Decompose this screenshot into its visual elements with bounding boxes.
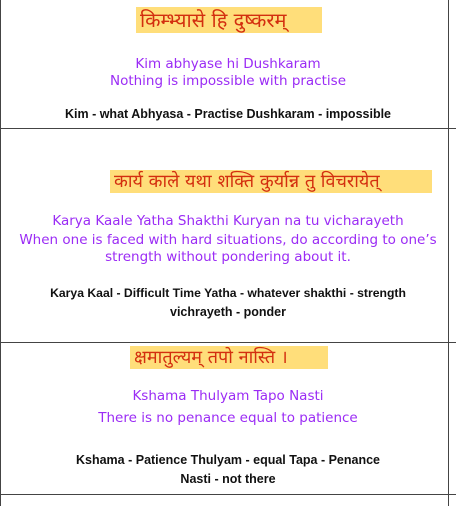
translation-line: When one is faced with hard situations, do according to one’s bbox=[19, 232, 437, 248]
word-gloss-line: Karya Kaal - Difficult Time Yatha - whatever shakthi - strength bbox=[50, 286, 406, 300]
translation: Nothing is impossible with practise bbox=[109, 73, 347, 89]
transliteration: Kshama Thulyam Tapo Nasti bbox=[132, 388, 324, 404]
transliteration: Karya Kaale Yatha Shakthi Kuryan na tu vicharayeth bbox=[52, 213, 404, 229]
row-divider bbox=[0, 342, 456, 343]
word-gloss: Kim - what Abhyasa - Practise Dushkaram - impossible bbox=[64, 107, 392, 121]
sanskrit-verse: क्षमातुल्यम् तपो नास्ति । bbox=[130, 346, 328, 369]
translation: There is no penance equal to patience bbox=[98, 410, 358, 426]
row-divider bbox=[0, 494, 456, 495]
translation-line: strength without pondering about it. bbox=[105, 249, 351, 265]
word-gloss-line: vichrayeth - ponder bbox=[170, 305, 286, 319]
word-gloss-line: Kshama - Patience Thulyam - equal Tapa - Penance bbox=[75, 453, 381, 467]
word-gloss-line: Nasti - not there bbox=[180, 472, 276, 486]
sanskrit-verse: किम्भ्यासे हि दुष्करम् bbox=[136, 7, 322, 33]
transliteration: Kim abhyase hi Dushkaram bbox=[135, 56, 321, 72]
sanskrit-verse: कार्य काले यथा शक्ति कुर्यान्न तु विचरायेत् bbox=[110, 170, 432, 193]
row-divider bbox=[0, 128, 456, 129]
